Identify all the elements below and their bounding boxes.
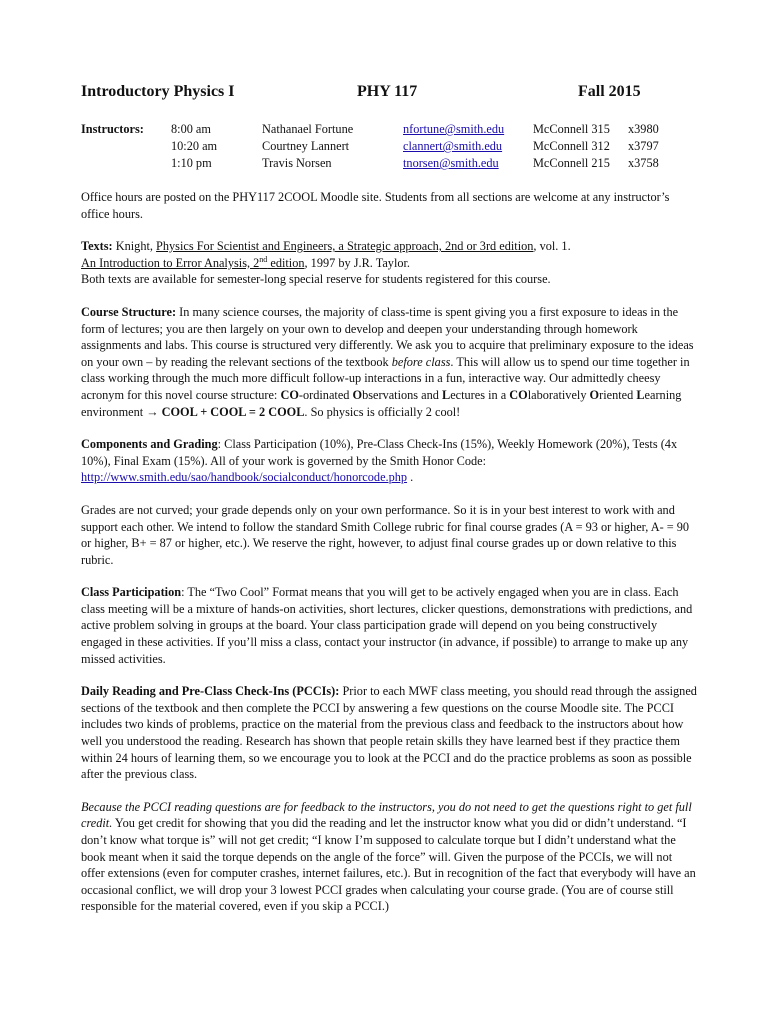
pcci-paragraph bbox=[81, 683, 697, 783]
components-grading-text: : Class Participation (10%), Pre-Class Check-Ins (15%), Weekly Homework (20%), Tests (4x 10%), Final Exam (15%). All of your work is governed by the Smith Honor Code: bbox=[81, 437, 678, 468]
texts-availability: Both texts are available for semester-long special reserve for students registered for this course. bbox=[81, 272, 551, 287]
class-participation-text: : The “Two Cool” Format means that you will get to be actively engaged when you are in class. Each class meeting will be a mixture of hands-on activities, short lectures, clicker questions, demonstrations with predictions, and active problem solving in groups at the board. Your class participation grade will depend on you being constructively engaged in these activities. If you’ll miss a class, contact your instructor (in advance, if possible) to arrange to make up any missed activities. bbox=[81, 585, 693, 666]
pcci-credit-text: You get credit for showing that you did the reading and let the instructor know what you did or didn’t understand. “I don’t know what torque is” will not get credit; “I know I’m supposed to calculate torque but I didn’t understand what the book meant when it said the torque depends on the angle of the force” will. Given the purpose of the PCCIs, we will not offer extensions (even for computer crashes, internet failures, etc.). But in recognition of the fact that everybody will have an occasional conflict, we will drop your 3 lowest PCCI grades when calculating your course grade. (You are of course still responsible for the material covered, even if you skip a PCCI.) bbox=[81, 816, 696, 914]
components-grading-paragraph bbox=[81, 436, 697, 486]
text2-tail: , 1997 by J.R. Taylor. bbox=[304, 255, 411, 270]
instructor-office: McConnell 312 bbox=[533, 139, 610, 153]
instructor-office: McConnell 215 bbox=[533, 156, 610, 170]
section-time: 8:00 am bbox=[171, 122, 211, 136]
course-structure-paragraph bbox=[81, 304, 697, 420]
texts-paragraph bbox=[81, 238, 697, 288]
pcci-credit-emphasis: Because the PCCI reading questions are for feedback to the instructors, you do not need to get the questions right to get full credit. bbox=[81, 799, 692, 831]
acronym-letter: CO bbox=[280, 387, 299, 402]
section-time: 10:20 am bbox=[171, 139, 218, 153]
office-hours-paragraph: Office hours are posted on the PHY117 2COOL Moodle site. Students from all sections are welcome at any instructor’s office hours. bbox=[81, 190, 670, 221]
acronym-text: earning environment bbox=[81, 387, 682, 419]
instructor-row bbox=[81, 155, 697, 172]
arrow-icon: → bbox=[146, 404, 159, 419]
acronym-letter: O bbox=[352, 387, 363, 402]
course-term: Fall 2015 bbox=[578, 83, 641, 100]
instructor-name: Courtney Lannert bbox=[262, 139, 350, 153]
document-header bbox=[81, 84, 697, 108]
acronym-text: -ordinated bbox=[298, 387, 353, 402]
instructor-name: Nathanael Fortune bbox=[262, 122, 354, 136]
components-grading-label: Components and Grading bbox=[81, 437, 218, 452]
instructor-row bbox=[81, 138, 697, 155]
text2-title-post: edition bbox=[267, 255, 305, 270]
acronym-letter: L bbox=[442, 387, 451, 402]
acronym-letter: O bbox=[589, 387, 600, 402]
syllabus-page bbox=[81, 84, 697, 931]
honor-code-tail: . bbox=[407, 470, 414, 485]
instructor-row bbox=[81, 121, 697, 138]
class-participation-label: Class Participation bbox=[81, 585, 182, 600]
text1-title: Physics For Scientist and Engineers, a Strategic approach, 2nd or 3rd edition bbox=[156, 239, 534, 254]
course-structure-label: Course Structure: bbox=[81, 304, 177, 319]
instructor-extension: x3758 bbox=[628, 156, 659, 170]
instructor-email-link[interactable]: tnorsen@smith.edu bbox=[403, 156, 499, 170]
course-structure-emphasis: before class bbox=[391, 354, 451, 369]
section-time: 1:10 pm bbox=[171, 156, 212, 170]
pcci-text: Prior to each MWF class meeting, you should read through the assigned sections of the textbook and then complete the PCCI by answering a few questions on the course Moodle site. The PCCI includes two kinds of problems, practice on the material from the previous class and feedback to the instructors about how well you understood the reading. Research has shown that people retain skills they have learned best if they practice them within 24 hours of learning them, so we encourage you to look at the PCCI and do the practice problems as soon as possible after the previous class. bbox=[81, 684, 697, 782]
class-participation-paragraph bbox=[81, 584, 697, 667]
honor-code-link[interactable]: http://www.smith.edu/sao/handbook/socialconduct/honorcode.php bbox=[81, 470, 408, 485]
instructors-table bbox=[81, 121, 697, 173]
course-title: Introductory Physics I bbox=[81, 83, 235, 100]
acronym-text: bservations and bbox=[362, 387, 442, 402]
pcci-label: Daily Reading and Pre-Class Check-Ins (PCCIs): bbox=[81, 684, 340, 699]
texts-label: Texts: bbox=[81, 239, 113, 254]
text1-tail: , vol. 1. bbox=[533, 239, 571, 254]
acronym-2cool: COOL + COOL = 2 COOL bbox=[158, 404, 305, 419]
instructor-extension: x3797 bbox=[628, 139, 659, 153]
instructors-label: Instructors: bbox=[81, 122, 144, 136]
course-code: PHY 117 bbox=[357, 83, 418, 100]
acronym-letter: L bbox=[636, 387, 645, 402]
acronym-text: riented bbox=[599, 387, 637, 402]
pcci-credit-paragraph bbox=[81, 799, 697, 915]
text2-title bbox=[81, 256, 305, 270]
acronym-letter: CO bbox=[509, 387, 528, 402]
acronym-text: ectures in a bbox=[450, 387, 510, 402]
course-structure-text-2: . This will allow us to spend our time together in class working through the much more difficult follow-up interactions in a fun, interactive way. Our admittedly cheesy acronym for this novel course structure: bbox=[81, 354, 690, 402]
acronym-ending: . So physics is officially 2 cool! bbox=[304, 404, 461, 419]
instructor-name: Travis Norsen bbox=[262, 156, 332, 170]
instructor-extension: x3980 bbox=[628, 122, 659, 136]
instructor-email-link[interactable]: clannert@smith.edu bbox=[403, 139, 503, 153]
instructor-office: McConnell 315 bbox=[533, 122, 610, 136]
grades-paragraph: Grades are not curved; your grade depends only on your own performance. So it is in your best interest to work with and support each other. We intend to follow the standard Smith College rubric for final course grades (A = 93 or higher, A- = 90 or higher, B+ = 87 or higher, etc.). We reserve the right, however, to adjust final course grades up or down relative to this rubric. bbox=[81, 502, 690, 567]
text2-title-pre: An Introduction to Error Analysis, 2 bbox=[81, 255, 260, 270]
acronym-text: laboratively bbox=[527, 387, 590, 402]
instructor-email-link[interactable]: nfortune@smith.edu bbox=[403, 122, 505, 136]
text2-title-sup: nd bbox=[259, 254, 268, 264]
course-structure-text: In many science courses, the majority of class-time is spent giving you a first exposure to ideas in the form of lectures; you are then largely on your own to develop and deepen your understanding through homework assignments and labs. This course is structured very differently. We ask you to acquire that preliminary exposure to the ideas on your own – by reading the relevant sections of the textbook bbox=[81, 304, 694, 369]
text1-author: Knight, bbox=[115, 239, 153, 254]
